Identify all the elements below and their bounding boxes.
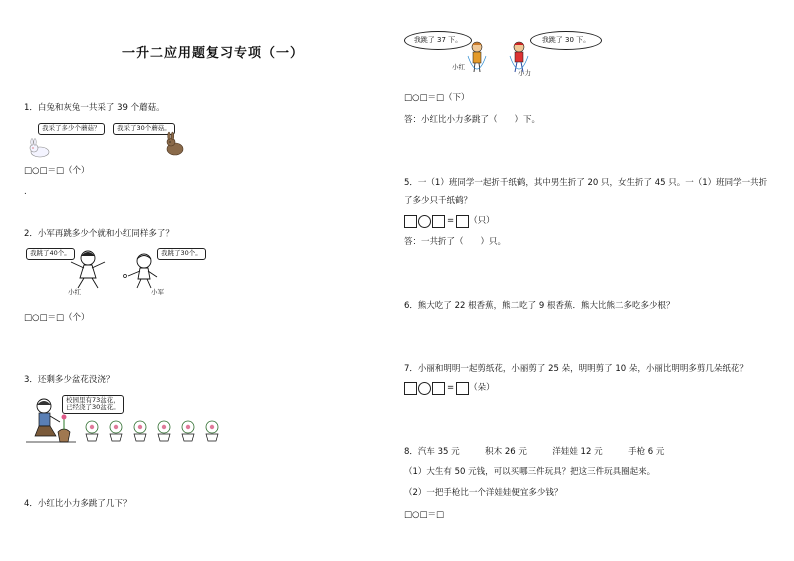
question-2-text: 2．小军再跳多少个就和小红同样多了？	[24, 229, 174, 239]
q7-answer-boxes	[404, 382, 495, 395]
q7-equals-sign: =	[447, 383, 455, 394]
q4-answer: 答：小红比小力多跳了（ ）下。	[404, 115, 541, 125]
flower-pot-icon	[130, 418, 150, 442]
q2-speech-bubble-left: 我跳了40个。	[26, 248, 75, 260]
q1-speech-bubble-right: 我采了30个蘑菇。	[113, 123, 175, 135]
question-5-text-line-1: 5．一（1）班同学一起折千纸鹤，其中男生折了 20 只，女生折了 45 只。一（1）班同学一共折	[404, 178, 768, 188]
q7-blank-box	[432, 382, 445, 395]
flower-pot-icon	[178, 418, 198, 442]
flower-pot-icon	[154, 418, 174, 442]
question-3-text: 3．还剩多少盆花没浇？	[24, 375, 115, 385]
question-4-text: 4．小红比小力多跳了几下？	[24, 499, 132, 509]
flower-pot-icon	[82, 418, 102, 442]
q2-speech-bubble-right: 我跳了30个。	[157, 248, 206, 260]
page-title: 一升二应用题复习专项（一）	[122, 46, 305, 61]
q7-blank-box	[456, 382, 469, 395]
q8-subquestion-2: （2）一把手枪比一个洋娃娃便宜多少钱？	[404, 488, 563, 498]
flower-pot-icon	[202, 418, 222, 442]
q7-blank-box	[404, 382, 417, 395]
q2-name-right: 小军	[151, 288, 164, 296]
q4-speech-bubble-left: 我跳了 37 下。	[404, 31, 472, 50]
question-1-text: 1．白兔和灰兔一共采了 39 个蘑菇。	[24, 103, 165, 113]
q4-name-left: 小红	[452, 63, 465, 71]
q1-dot-mark: .	[24, 187, 27, 197]
girl-jumping-icon	[68, 248, 108, 290]
q3-bubble-line-2: 已经浇了30盆花。	[66, 403, 120, 412]
grey-rabbit-icon	[163, 132, 185, 156]
question-7-text: 7．小丽和明明一起剪纸花，小丽剪了 25 朵，明明剪了 10 朵，小丽比明明多剪几朵纸花？	[404, 364, 748, 374]
q7-blank-circle	[418, 382, 431, 395]
q1-formula: □○□＝□（个）	[24, 166, 90, 176]
q5-blank-box	[432, 215, 445, 228]
q1-speech-bubble-left: 我采了多少个蘑菇？	[38, 123, 105, 135]
question-8-prices: 8．汽车 35 元 积木 26 元 洋娃娃 12 元 手枪 6 元	[404, 447, 665, 457]
question-6-text: 6．熊大吃了 22 根香蕉，熊二吃了 9 根香蕉．熊大比熊二多吃多少根？	[404, 301, 675, 311]
question-5-text-line-2: 了多少只千纸鹤？	[404, 196, 473, 206]
q5-answer-boxes	[404, 215, 495, 228]
girl-skipping-rope-icon	[466, 40, 488, 78]
q4-formula: □○□＝□（下）	[404, 93, 470, 103]
q5-equals-sign: =	[447, 216, 455, 227]
q8-formula: □○□＝□	[404, 510, 445, 520]
q5-unit: （只）	[469, 216, 495, 227]
q5-blank-circle	[418, 215, 431, 228]
q4-speech-bubble-right: 我跳了 30 下。	[530, 31, 602, 50]
q5-blank-box	[456, 215, 469, 228]
q4-name-right: 小力	[518, 69, 531, 77]
q5-blank-box	[404, 215, 417, 228]
q3-bubble-line-1: 校园里有73盆花，	[66, 396, 120, 404]
white-rabbit-icon	[28, 138, 50, 158]
boy-jumping-icon	[122, 252, 162, 290]
q2-formula: □○□＝□（个）	[24, 313, 90, 323]
q3-speech-bubble	[62, 395, 124, 414]
q7-unit: （朵）	[469, 383, 495, 394]
q2-name-left: 小红	[68, 288, 81, 296]
q8-subquestion-1: （1）大生有 50 元钱，可以买哪三件玩具？把这三件玩具圈起来。	[404, 467, 656, 477]
q5-answer: 答：一共折了（ ）只。	[404, 237, 507, 247]
flower-pot-icon	[106, 418, 126, 442]
